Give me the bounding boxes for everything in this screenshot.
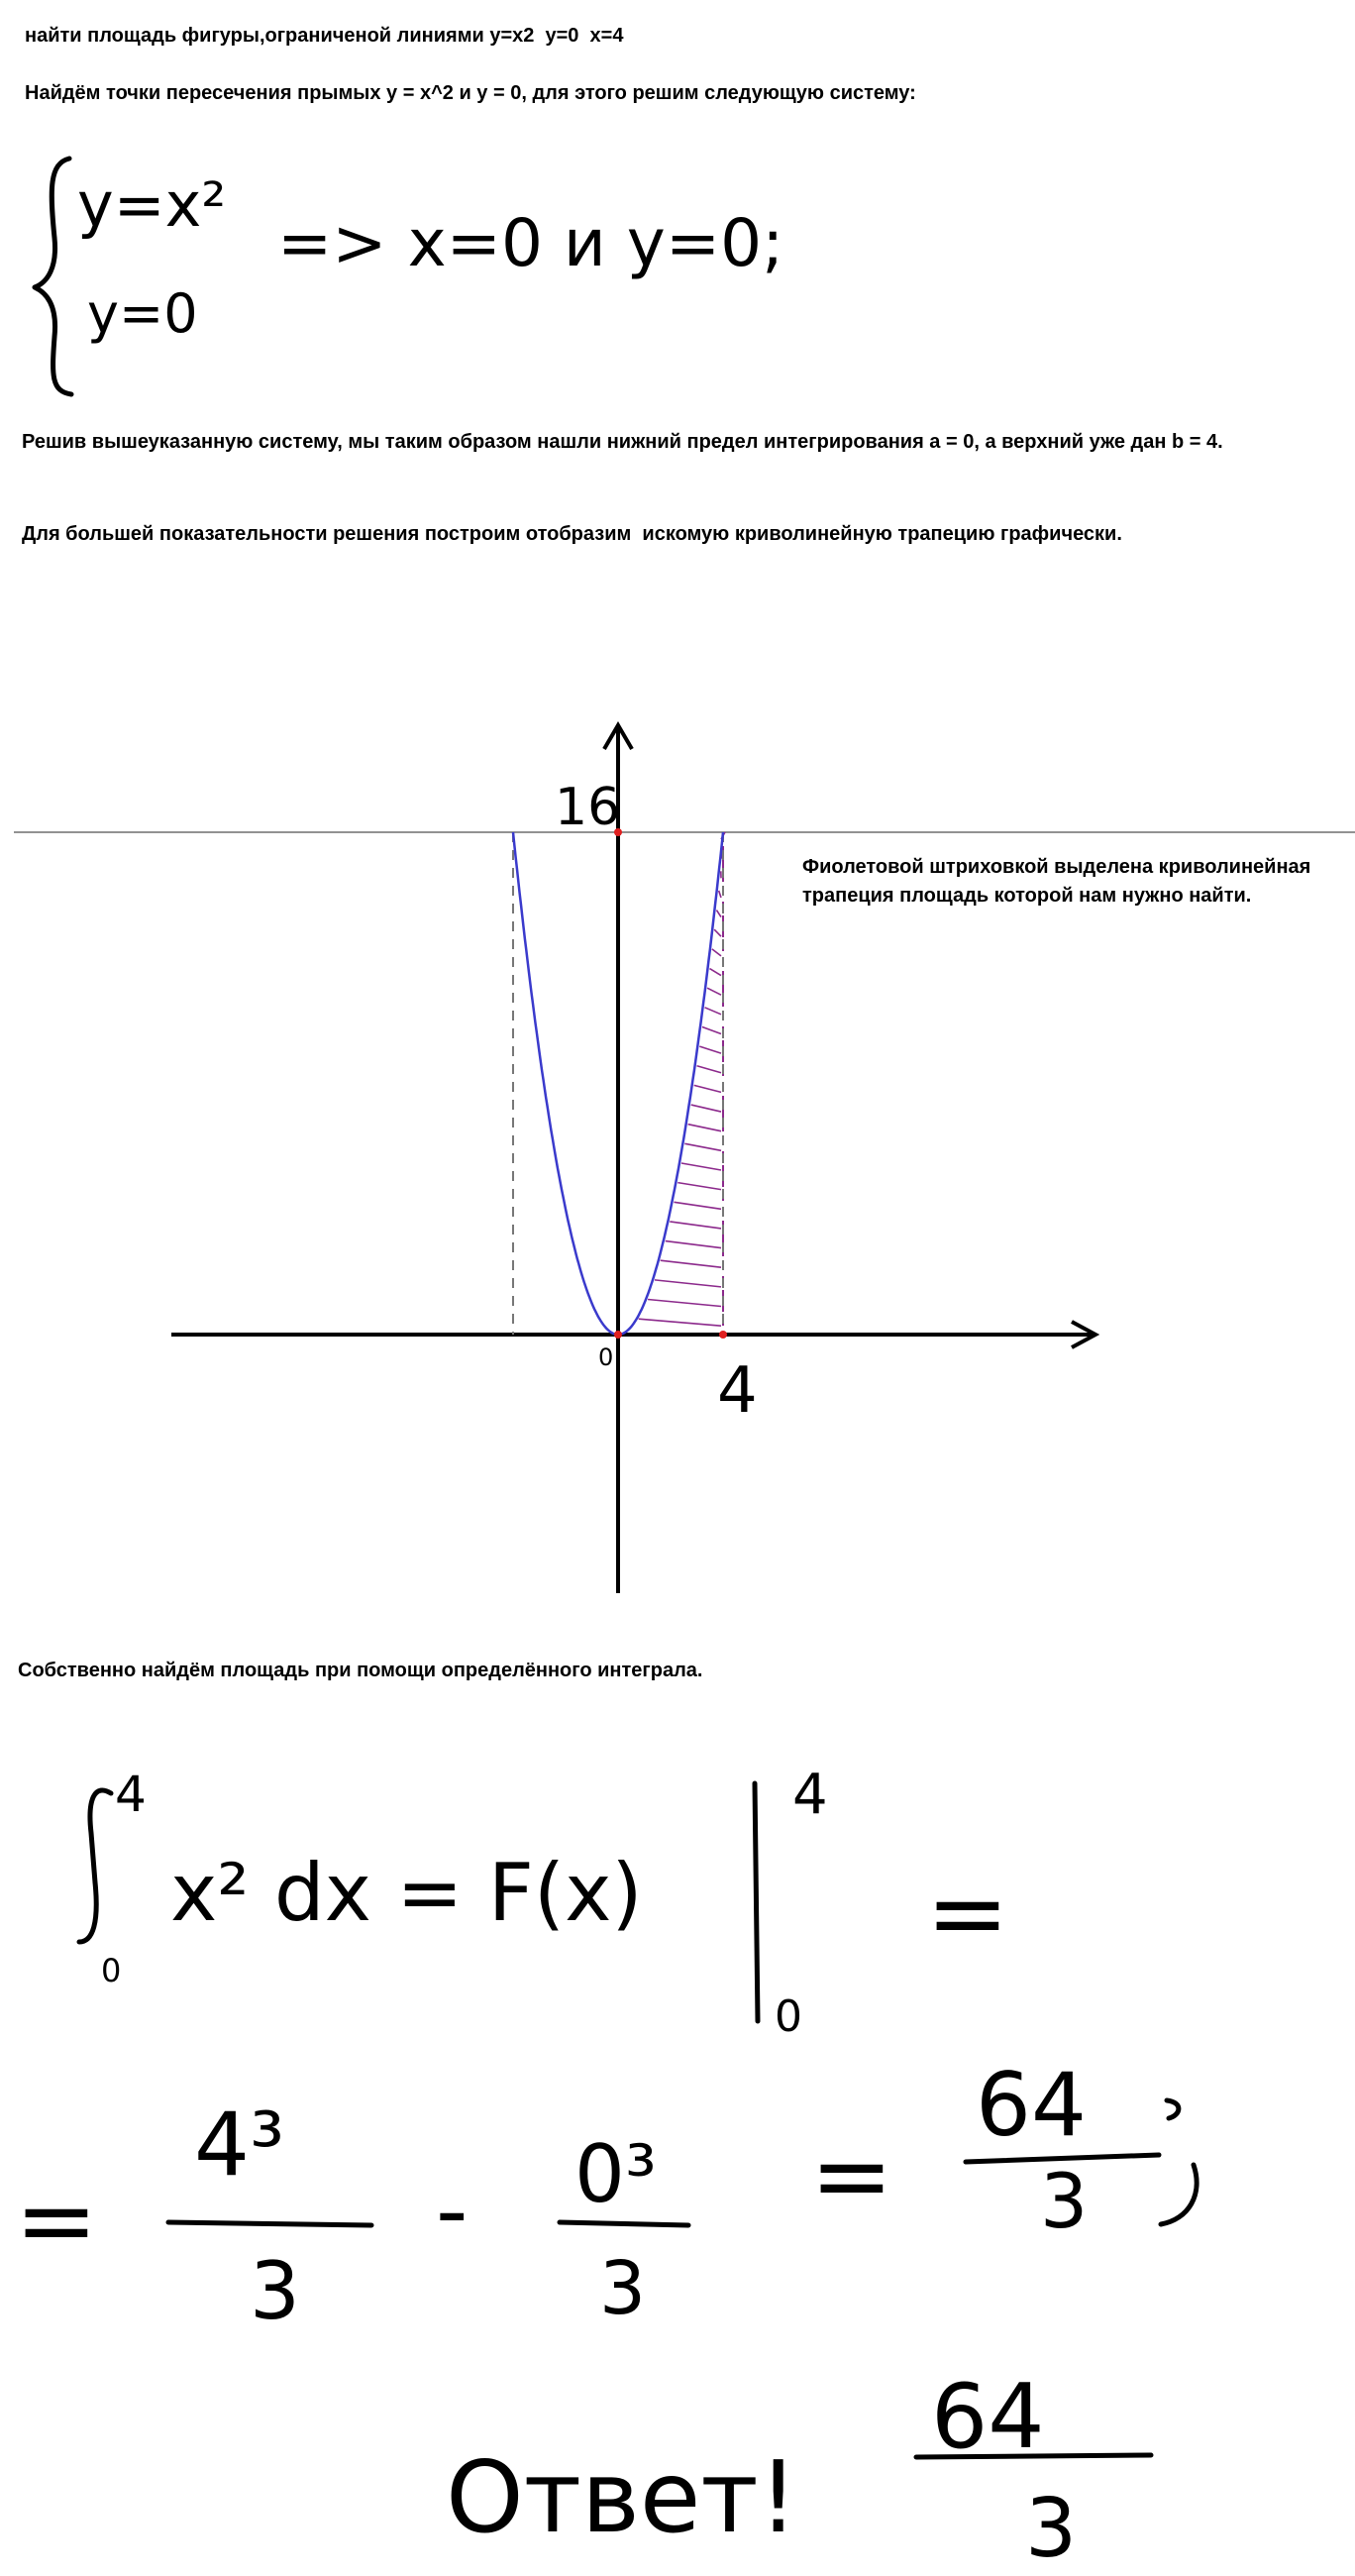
label-x4: 4: [717, 1354, 758, 1428]
integral-upper: 4: [115, 1766, 147, 1823]
step3-text: Для большей показательности решения построим отобразим искомую криволинейную трапецию графически.: [22, 523, 1122, 545]
step1-text: Найдём точки пересечения прымых y = x^2 и y = 0, для этого решим следующую систему:: [25, 82, 916, 104]
system-result: => x=0 и y=0;: [277, 205, 784, 281]
equals-2: =: [15, 2162, 98, 2278]
system-eq2: y=0: [87, 282, 198, 345]
equals-3: =: [810, 2117, 893, 2233]
label-origin: 0: [598, 1343, 614, 1371]
integral-sign: [79, 1790, 111, 1942]
answer-num: 64: [931, 2365, 1045, 2469]
system-eq1: y=x²: [77, 168, 227, 241]
eval-lower: 0: [775, 1991, 802, 2042]
answer-den: 3: [1025, 2482, 1078, 2576]
answer-label: Ответ!: [446, 2439, 798, 2555]
frac2-bar: [560, 2222, 688, 2225]
answer-bar: [916, 2455, 1151, 2457]
frac1-den: 3: [250, 2245, 300, 2337]
result-num: 64: [976, 2054, 1087, 2156]
step4-text: Собственно найдём площадь при помощи определённого интеграла.: [18, 1660, 703, 1681]
result-den: 3: [1040, 2157, 1089, 2245]
integral-lower: 0: [101, 1952, 122, 1989]
graph-note: Фиолетовой штриховкой выделена криволинейная трапеция площадь которой нам нужно найти.: [802, 856, 1311, 907]
minus-sign: -: [436, 2159, 469, 2263]
frac1-bar: [168, 2222, 371, 2225]
frac2-den: 3: [599, 2246, 647, 2331]
problem-title: найти площадь фигуры,ограниченой линиями y=x2 y=0 x=4: [25, 25, 624, 47]
equals-1: =: [926, 1855, 1009, 1971]
step2-text: Решив вышеуказанную систему, мы таким образом нашли нижний предел интегрирования a = 0, а верхний уже дан b = 4.: [22, 431, 1223, 453]
eval-bar: [755, 1783, 758, 2021]
frac2-num: 0³: [574, 2128, 657, 2220]
semicolon: [1161, 2100, 1197, 2224]
label-16: 16: [555, 778, 621, 837]
frac1-num: 4³: [194, 2093, 285, 2196]
eval-upper: 4: [792, 1763, 828, 1827]
integral-expression: x² dx = F(x): [170, 1847, 643, 1939]
